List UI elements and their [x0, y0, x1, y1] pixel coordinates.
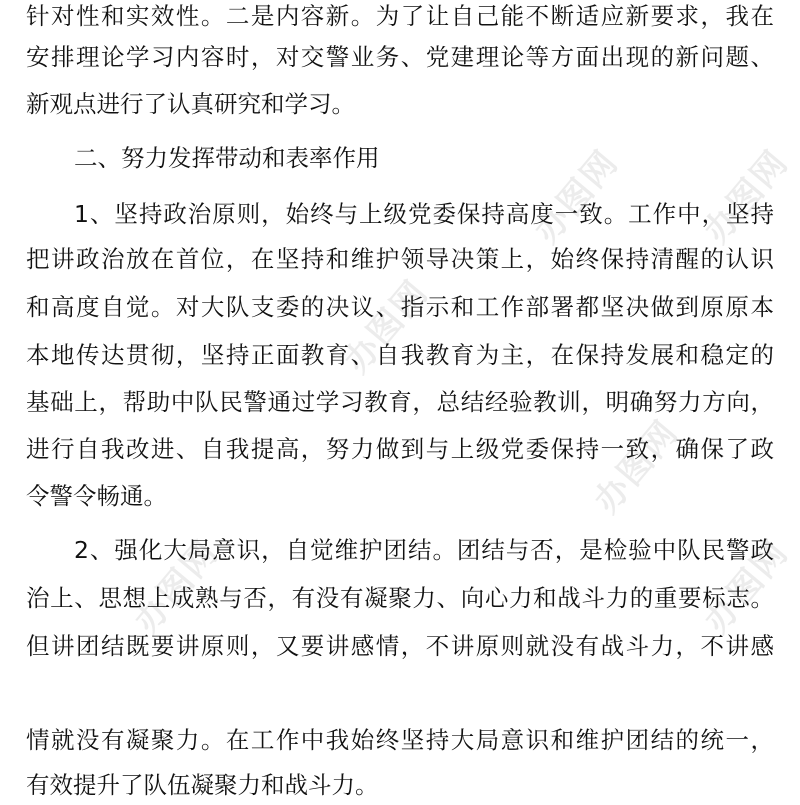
- watermark-logo-text: 办图网: [696, 532, 797, 641]
- paragraph-line: 情就没有凝聚力。在工作中我始终坚持大局意识和维护团结的统一，: [26, 726, 774, 754]
- paragraph-line: 1、坚持政治原则，始终与上级党委保持高度一致。工作中，坚持: [74, 200, 774, 228]
- paragraph-line: 有效提升了队伍凝聚力和战斗力。: [26, 771, 379, 799]
- paragraph-line: 但讲团结既要讲原则，又要讲感情，不讲原则就没有战斗力，不讲感: [26, 632, 774, 660]
- paragraph-line: 把讲政治放在首位，在坚持和维护领导决策上，始终保持清醒的认识: [26, 245, 774, 273]
- paragraph-line: 安排理论学习内容时，对交警业务、党建理论等方面出现的新问题、: [26, 43, 774, 71]
- paragraph-line: 本地传达贯彻，坚持正面教育、自我教育为主，在保持发展和稳定的: [26, 341, 774, 369]
- paragraph-line: 针对性和实效性。二是内容新。为了让自己能不断适应新要求，我在: [26, 2, 774, 30]
- section-heading: 二、努力发挥带动和表率作用: [74, 144, 380, 172]
- paragraph-line: 令警令畅通。: [26, 482, 167, 510]
- paragraph-line: 基础上，帮助中队民警通过学习教育，总结经验教训，明确努力方向，: [26, 388, 774, 416]
- watermark-logo-text: 办图网: [586, 412, 687, 521]
- paragraph-line: 治上、思想上成熟与否，有没有凝聚力、向心力和战斗力的重要标志。: [26, 584, 774, 612]
- watermark-logo-text: 办图网: [696, 142, 797, 251]
- watermark-logo-text: 办图网: [336, 272, 437, 381]
- paragraph-line: 和高度自觉。对大队支委的决议、指示和工作部署都坚决做到原原本: [26, 293, 774, 321]
- paragraph-line: 进行自我改进、自我提高，努力做到与上级党委保持一致，确保了政: [26, 435, 774, 463]
- watermark-logo-text: 办图网: [126, 532, 227, 641]
- paragraph-line: 新观点进行了认真研究和学习。: [26, 90, 355, 118]
- watermark-logo-text: 办图网: [526, 142, 627, 251]
- paragraph-line: 2、强化大局意识，自觉维护团结。团结与否，是检验中队民警政: [74, 536, 774, 564]
